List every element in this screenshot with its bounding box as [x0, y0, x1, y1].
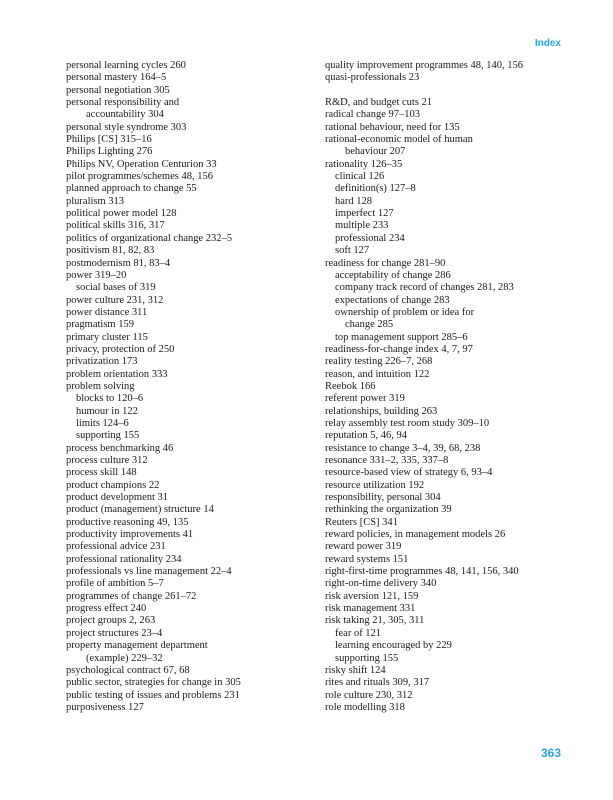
index-entry: planned approach to change 55	[66, 183, 197, 195]
index-entry: risk taking 21, 305, 311	[325, 615, 425, 627]
index-entry: purposiveness 127	[66, 701, 144, 713]
index-entry: right-first-time programmes 48, 141, 156, 340	[325, 566, 519, 578]
index-entry: product champions 22	[66, 479, 160, 491]
index-entry: responsibility, personal 304	[325, 492, 441, 504]
index-entry: property management department	[66, 640, 208, 652]
index-entry: progress effect 240	[66, 603, 147, 615]
index-entry: professional advice 231	[66, 541, 166, 553]
index-entry: reason, and intuition 122	[325, 368, 430, 380]
index-entry: risk aversion 121, 159	[325, 590, 419, 602]
index-entry-continuation: behaviour 207	[345, 146, 406, 158]
index-entry: reward policies, in management models 26	[325, 529, 506, 541]
index-subentry: imperfect 127	[335, 208, 394, 220]
index-entry: role modelling 318	[325, 701, 405, 713]
index-entry: resistance to change 3–4, 39, 68, 238	[325, 442, 481, 454]
index-entry: referent power 319	[325, 393, 405, 405]
index-subentry: fear of 121	[335, 627, 382, 639]
index-entry: personal mastery 164–5	[66, 72, 167, 84]
index-subentry: learning encouraged by 229	[335, 640, 452, 652]
index-subentry: soft 127	[335, 245, 370, 257]
index-entry: Philips Lighting 276	[66, 146, 153, 158]
index-entry: right-on-time delivery 340	[325, 578, 437, 590]
index-entry-continuation: accountability 304	[86, 109, 164, 121]
index-entry: problem solving	[66, 380, 135, 392]
index-entry: product development 31	[66, 492, 169, 504]
index-entry: resource-based view of strategy 6, 93–4	[325, 467, 493, 479]
index-entry: professionals vs line management 22–4	[66, 566, 232, 578]
index-entry: Reuters [CS] 341	[325, 516, 398, 528]
index-entry: professional rationality 234	[66, 553, 182, 565]
index-subentry: limits 124–6	[76, 417, 129, 429]
index-entry: Philips [CS] 315–16	[66, 134, 152, 146]
index-entry: rational-economic model of human	[325, 134, 473, 146]
index-entry: risky shift 124	[325, 664, 386, 676]
index-entry: Philips NV, Operation Centurion 33	[66, 158, 217, 170]
index-entry: power distance 311	[66, 306, 148, 318]
index-entry: problem orientation 333	[66, 368, 168, 380]
index-subentry: supporting 155	[76, 430, 140, 442]
index-entry: project groups 2, 263	[66, 615, 156, 627]
index-entry: rethinking the organization 39	[325, 504, 452, 516]
index-entry: reality testing 226–7, 268	[325, 356, 433, 368]
index-entry: pragmatism 159	[66, 319, 134, 331]
index-entry: R&D, and budget cuts 21	[325, 97, 433, 109]
index-entry: quality improvement programmes 48, 140, 156	[325, 60, 524, 71]
index-subentry: blocks to 120–6	[76, 393, 144, 405]
index-subentry: professional 234	[335, 232, 405, 244]
index-column-left	[66, 60, 311, 714]
section-gap	[325, 85, 570, 97]
index-entry: reward systems 151	[325, 553, 409, 565]
index-subentry: social bases of 319	[76, 282, 156, 294]
index-entry: pluralism 313	[66, 195, 125, 207]
index-entry-continuation: change 285	[345, 319, 394, 331]
index-entry: rites and rituals 309, 317	[325, 677, 430, 689]
index-entry: risk management 331	[325, 603, 416, 615]
index-subentry: multiple 233	[335, 220, 389, 232]
index-entry: resonance 331–2, 335, 337–8	[325, 455, 449, 466]
index-entry: primary cluster 115	[66, 331, 148, 343]
index-entry: power culture 231, 312	[66, 294, 164, 306]
index-entry: process benchmarking 46	[66, 442, 174, 454]
index-entry: project structures 23–4	[66, 627, 163, 639]
index-entry: resource utilization 192	[325, 479, 425, 491]
index-entry: radical change 97–103	[325, 109, 421, 121]
index-subentry: hard 128	[335, 195, 373, 207]
index-entry: programmes of change 261–72	[66, 590, 197, 602]
running-head-section: Index	[534, 38, 561, 49]
index-entry: psychological contract 67, 68	[66, 664, 190, 676]
index-entry: power 319–20	[66, 269, 127, 281]
index-entry: readiness for change 281–90	[325, 257, 446, 269]
index-entry-continuation: (example) 229–32	[86, 652, 163, 664]
index-entry: privacy, protection of 250	[66, 343, 175, 355]
index-entry: role culture 230, 312	[325, 689, 413, 701]
index-entry: process skill 148	[66, 467, 137, 479]
index-entry: personal learning cycles 260	[66, 60, 186, 71]
index-entry: readiness-for-change index 4, 7, 97	[325, 343, 473, 355]
index-subentry: clinical 126	[335, 171, 385, 183]
index-subentry: supporting 155	[335, 652, 399, 664]
index-entry: rationality 126–35	[325, 158, 403, 170]
index-entry: relay assembly test room study 309–10	[325, 417, 490, 429]
index-entry: product (management) structure 14	[66, 504, 214, 516]
index-entry: reward power 319	[325, 541, 402, 553]
index-entry: profile of ambition 5–7	[66, 578, 164, 590]
index-subentry: acceptability of change 286	[335, 269, 451, 281]
index-entry: positivism 81, 82, 83	[66, 245, 155, 257]
index-subentry: top management support 285–6	[335, 331, 468, 343]
index-entry: pilot programmes/schemes 48, 156	[66, 171, 213, 183]
index-subentry: definition(s) 127–8	[335, 183, 416, 195]
index-entry: personal style syndrome 303	[66, 121, 187, 133]
index-entry: quasi-professionals 23	[325, 72, 420, 84]
index-entry: process culture 312	[66, 455, 148, 466]
index-entry: privatization 173	[66, 356, 138, 368]
index-entry: productivity improvements 41	[66, 529, 194, 541]
index-entry: rational behaviour, need for 135	[325, 121, 460, 133]
index-entry: Reebok 166	[325, 380, 376, 392]
index-entry: postmodernism 81, 83–4	[66, 257, 171, 269]
index-subentry: expectations of change 283	[335, 294, 450, 306]
index-entry: political skills 316, 317	[66, 220, 165, 232]
index-subentry: humour in 122	[76, 405, 138, 417]
index-entry: reputation 5, 46, 94	[325, 430, 407, 442]
index-entry: public sector, strategies for change in 305	[66, 677, 241, 689]
index-subentry: ownership of problem or idea for	[335, 306, 475, 318]
index-entry: productive reasoning 49, 135	[66, 516, 189, 528]
index-entry: politics of organizational change 232–5	[66, 232, 233, 244]
index-subentry: company track record of changes 281, 283	[335, 282, 514, 294]
index-column-right	[325, 60, 570, 714]
index-entry: personal negotiation 305	[66, 84, 170, 96]
index-entry: personal responsibility and	[66, 97, 180, 109]
index-entry: political power model 128	[66, 208, 177, 220]
index-entry: relationships, building 263	[325, 405, 438, 417]
index-entry: public testing of issues and problems 231	[66, 689, 240, 701]
page-number: 363	[540, 746, 561, 760]
